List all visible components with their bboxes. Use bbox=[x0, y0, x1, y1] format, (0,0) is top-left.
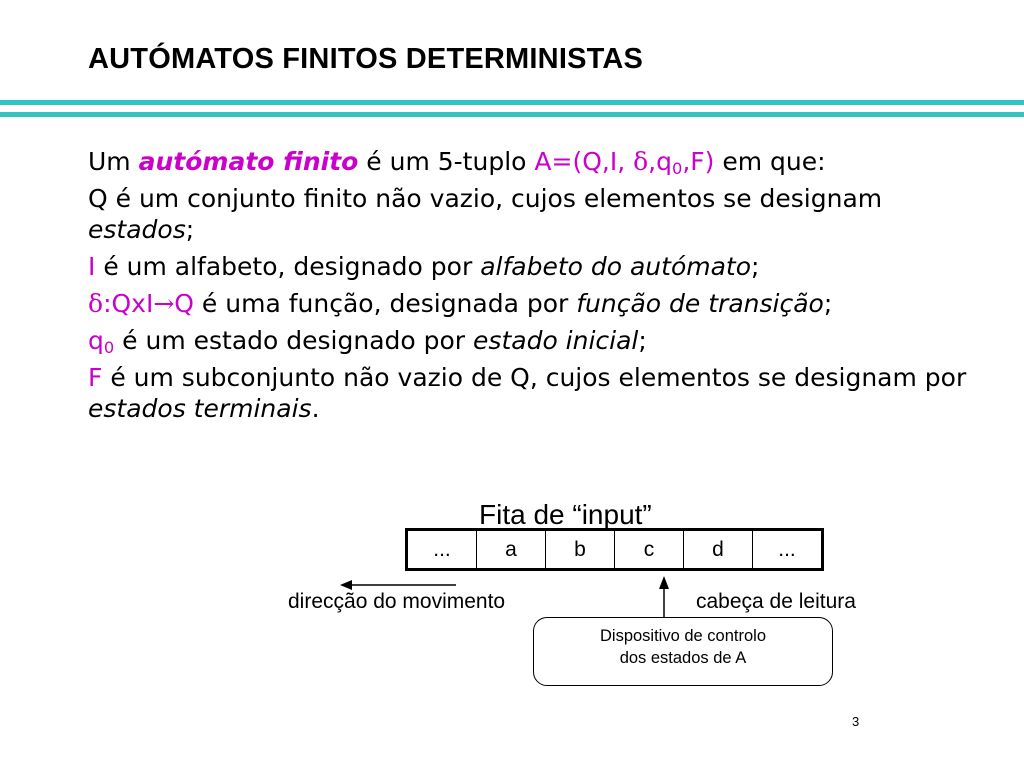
right-arrow-icon: → bbox=[153, 289, 175, 318]
delta-sig-a: :QxI bbox=[103, 289, 154, 318]
state-controller-box bbox=[533, 617, 833, 686]
delta-line-end: ; bbox=[823, 289, 833, 318]
intro-mid: é um 5-tuplo bbox=[358, 147, 535, 176]
tape-row bbox=[407, 530, 823, 570]
q0-sub: 0 bbox=[103, 338, 115, 358]
tuple-close: ,F) bbox=[682, 147, 715, 176]
read-head-label: cabeça de leitura bbox=[696, 590, 856, 613]
i-line-end: ; bbox=[751, 252, 760, 281]
tuple-open: A=(Q,I, bbox=[534, 147, 634, 176]
intro-term: autómato finito bbox=[138, 147, 359, 176]
q0-letter: q bbox=[88, 326, 104, 355]
q0-line-end: ; bbox=[638, 326, 647, 355]
intro-post: em que: bbox=[714, 147, 826, 176]
q-line-pre: Q é um conjunto finito não vazio, cujos elementos se designam bbox=[88, 184, 883, 213]
q0-line-pre: é um estado designado por bbox=[114, 326, 474, 355]
q-line-term: estados bbox=[88, 215, 186, 244]
delta-line-pre: é uma função, designada por bbox=[193, 289, 577, 318]
tuple-q-sub: 0 bbox=[671, 159, 683, 179]
tape-cell: ... bbox=[433, 537, 451, 561]
page-number: 3 bbox=[852, 714, 860, 729]
tuple-delta: δ bbox=[633, 147, 649, 176]
tape-label: Fita de “input” bbox=[479, 499, 652, 530]
tuple-q: ,q bbox=[648, 147, 672, 176]
direction-arrow-icon bbox=[340, 580, 456, 590]
i-line-term: alfabeto do autómato bbox=[480, 252, 752, 281]
tape-cell: d bbox=[684, 530, 753, 570]
tape-cell: b bbox=[546, 530, 615, 570]
direction-label: direcção do movimento bbox=[288, 590, 506, 613]
intro-pre: Um bbox=[88, 147, 139, 176]
controller-line-2: dos estados de A bbox=[619, 649, 747, 667]
f-line-pre: é um subconjunto não vazio de Q, cujos elementos se designam por bbox=[102, 363, 967, 392]
f-symbol: F bbox=[88, 363, 103, 392]
slide-title: AUTÓMATOS FINITOS DETERMINISTAS bbox=[88, 43, 644, 75]
input-tape bbox=[405, 528, 824, 571]
i-line-pre: é um alfabeto, designado por bbox=[95, 252, 481, 281]
f-line-end: . bbox=[311, 394, 320, 423]
tape-cell: a bbox=[477, 530, 546, 570]
delta-symbol: δ bbox=[88, 289, 104, 318]
read-head-arrow-icon bbox=[659, 576, 669, 618]
f-line-term: estados terminais bbox=[88, 394, 312, 423]
tape-cell: c bbox=[615, 530, 684, 570]
tape-cell: ... bbox=[753, 530, 823, 570]
i-symbol: I bbox=[88, 252, 96, 281]
q0-line-term: estado inicial bbox=[473, 326, 639, 355]
q-line-end: ; bbox=[185, 215, 195, 244]
delta-line-term: função de transição bbox=[576, 289, 824, 318]
delta-sig-b: Q bbox=[174, 289, 194, 318]
controller-line-1: Dispositivo de controlo bbox=[600, 627, 766, 645]
